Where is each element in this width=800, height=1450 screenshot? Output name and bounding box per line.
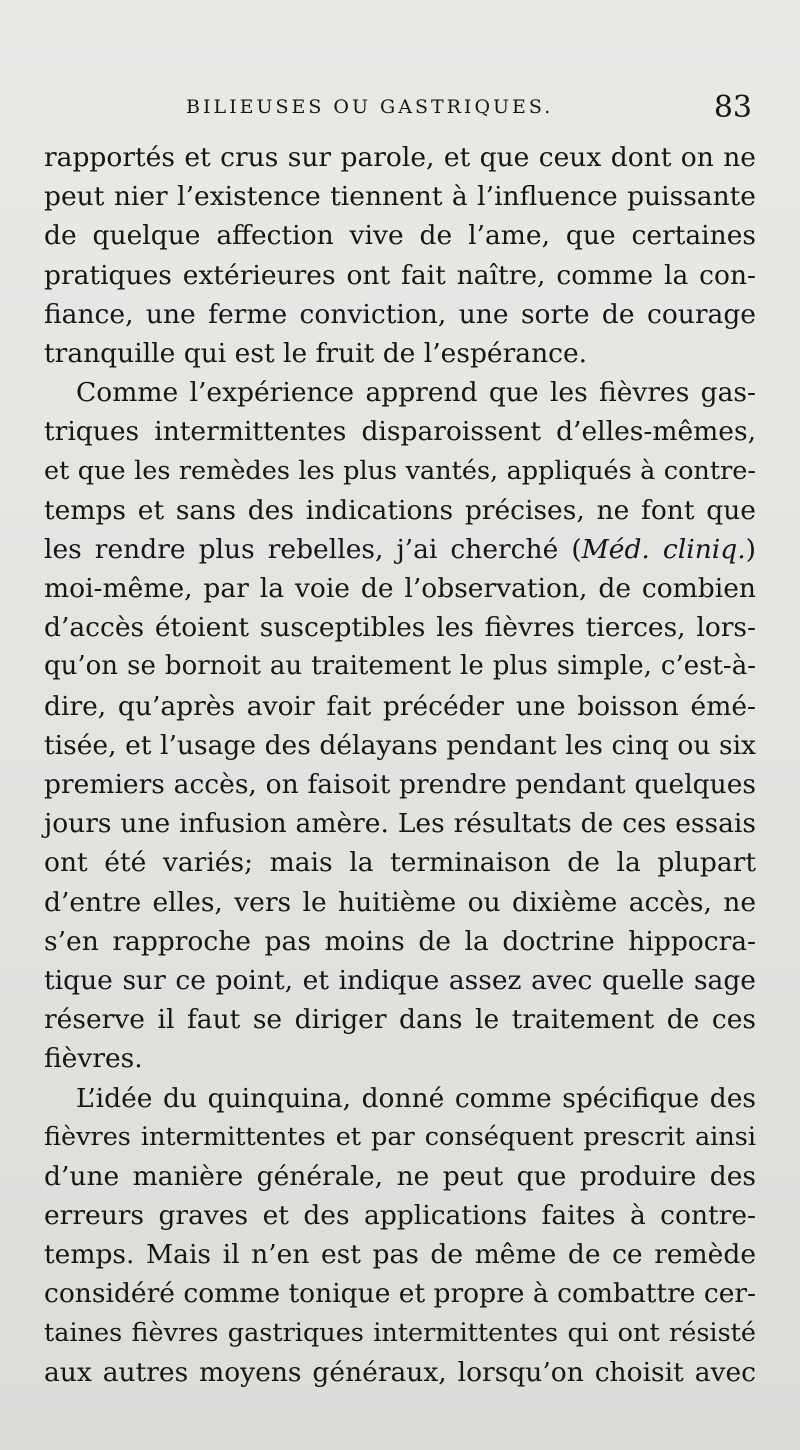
text-line: aux autres moyens généraux, lorsqu’on choisit avec <box>44 1356 756 1388</box>
text-line: peut nier l’existence tiennent à l’influence puissante <box>44 181 756 213</box>
text-line: premiers accès, on faisoit prendre pendant quelques <box>44 769 756 800</box>
text-line: dire, qu’après avoir fait précéder une boisson émé- <box>44 690 756 722</box>
text-line-start: les rendre plus rebelles, j’ai cherché ( <box>44 533 582 565</box>
text-line: pratiques extérieures ont fait naître, comme la con- <box>44 259 756 291</box>
text-line: fièvres. <box>44 1043 143 1075</box>
text-line: considéré comme tonique et propre à combattre cer- <box>44 1278 757 1310</box>
text-line: tranquille qui est le fruit de l’espérance. <box>44 337 588 369</box>
text-line: de quelque affection vive de l’ame, que certaines <box>44 220 756 252</box>
text-line: tique sur ce point, et indique assez avec quelle sage <box>44 964 756 996</box>
text-line: d’accès étoient susceptibles les fièvres tierces, lors- <box>44 612 756 644</box>
text-line: rapportés et crus sur parole, et que ceux dont on ne <box>44 142 756 173</box>
text-line: fièvres intermittentes et par conséquent prescrit ainsi <box>44 1121 756 1152</box>
running-head: BILIEUSES OU GASTRIQUES. <box>186 96 554 118</box>
text-line: réserve il faut se diriger dans le traitement de ces <box>44 1004 756 1036</box>
text-line: d’une manière générale, ne peut que produire des <box>44 1160 756 1192</box>
text-line: ont été variés; mais la terminaison de la plupart <box>44 847 756 879</box>
text-line: taines fièvres gastriques intermittentes qui ont résisté <box>44 1317 756 1348</box>
citation-italic: Méd. cliniq. <box>581 533 746 565</box>
text-line-with-citation <box>44 530 756 569</box>
body-text <box>44 138 756 1392</box>
text-line: d’entre elles, vers le huitième ou dixième accès, ne <box>44 886 756 918</box>
text-line: tisée, et l’usage des délayans pendant les cinq ou six <box>44 729 756 761</box>
text-line: temps et sans des indications précises, ne font que <box>44 494 756 526</box>
text-line: temps. Mais il n’en est pas de même de ce remède <box>44 1239 756 1271</box>
text-line: et que les remèdes les plus vantés, appliqués à contre- <box>44 455 756 486</box>
citation-close: ) <box>745 533 756 565</box>
text-line: s’en rapproche pas moins de la doctrine hippocra- <box>44 925 756 957</box>
text-line: triques intermittentes disparoissent d’elles-mêmes, <box>44 416 756 448</box>
text-line: qu’on se bornoit au traitement le plus simple, c’est-à- <box>44 651 756 682</box>
text-line: moi-même, par la voie de l’observation, de combien <box>44 573 756 605</box>
page-number: 83 <box>713 90 752 125</box>
text-line: fiance, une ferme conviction, une sorte de courage <box>44 298 756 330</box>
text-line: Comme l’expérience apprend que les fièvres gas- <box>76 377 756 409</box>
text-line: erreurs graves et des applications faites à contre- <box>44 1200 756 1232</box>
text-line: L’idée du quinquina, donné comme spécifique des <box>76 1082 756 1114</box>
text-line: jours une infusion amère. Les résultats de ces essais <box>44 808 756 840</box>
